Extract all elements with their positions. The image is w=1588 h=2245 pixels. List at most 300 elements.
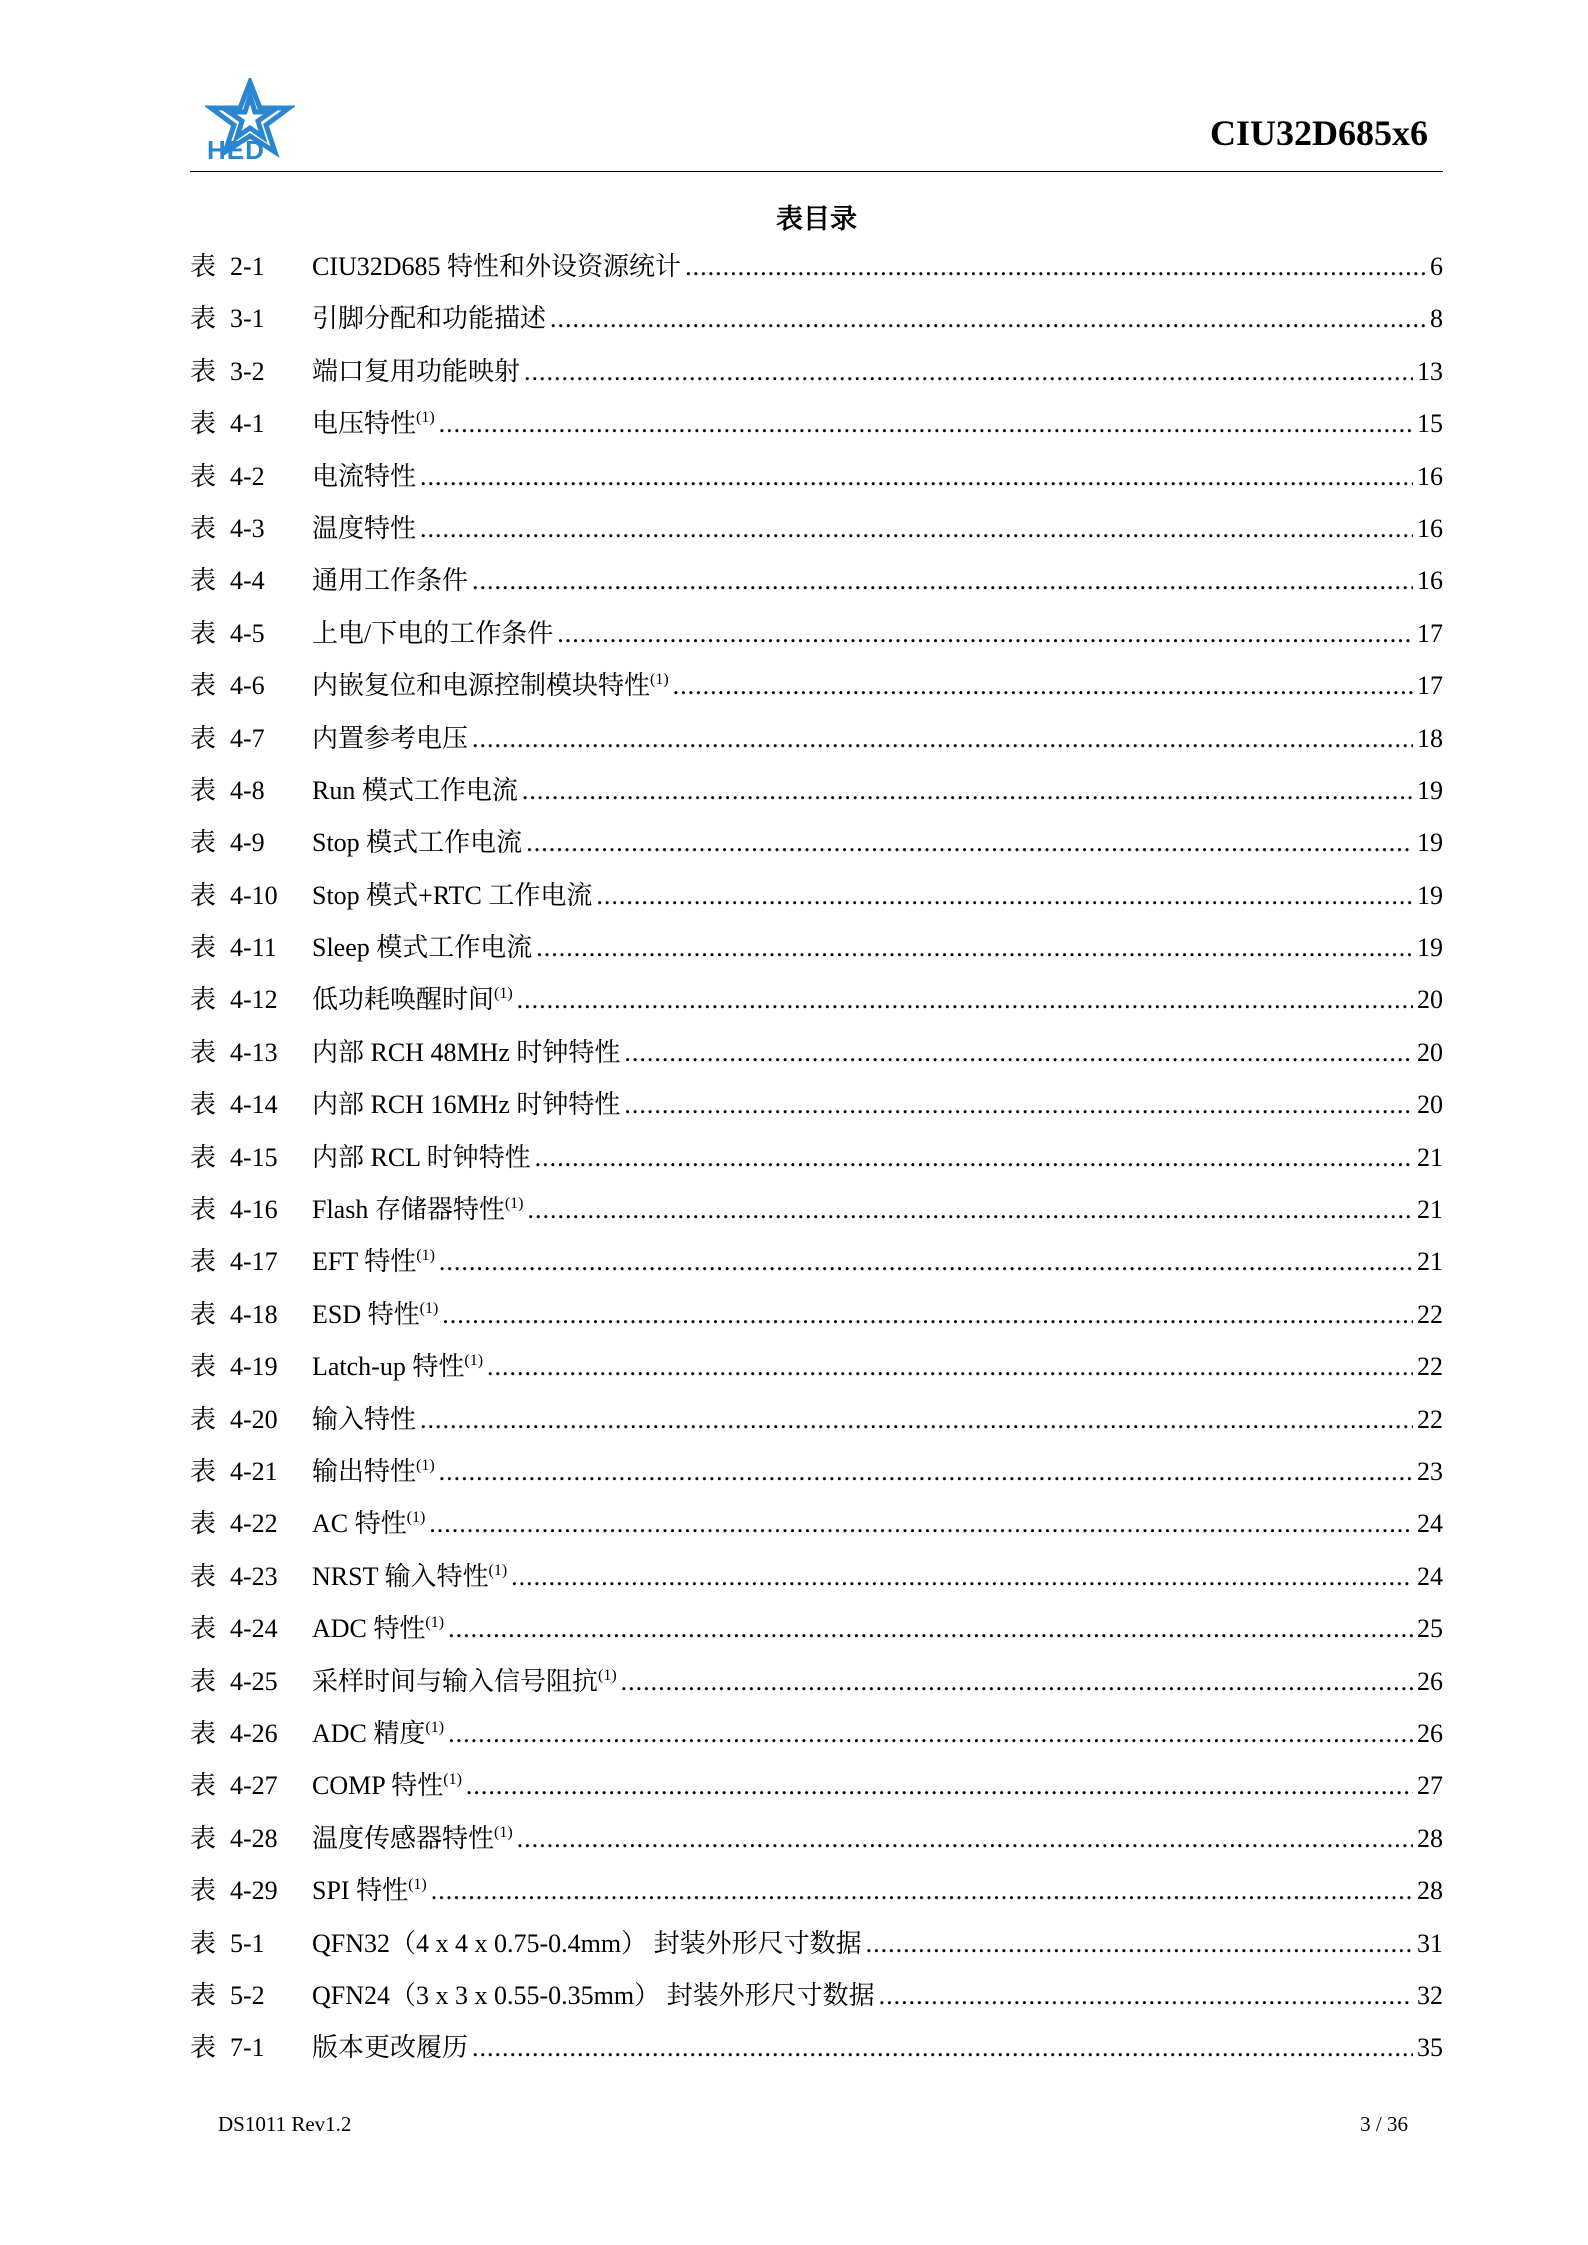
toc-entry[interactable]: [190, 1661, 1443, 1713]
toc-entry-label: [190, 1399, 312, 1436]
logo-text: HED: [207, 135, 265, 165]
toc-entry-title: [312, 403, 435, 440]
toc-entry-title: [312, 1661, 617, 1698]
toc-entry-label: [190, 1137, 312, 1174]
toc-entry-footnote-mark: (1): [419, 1299, 439, 1317]
toc-entry-title: [312, 1765, 462, 1802]
toc-entry-title: [312, 770, 518, 807]
toc-entry-title: [312, 1975, 875, 2012]
toc-entry-footnote-mark: (1): [598, 1666, 617, 1684]
toc-entry-page: 32: [1417, 1980, 1443, 2010]
toc-entry-prefix: 表: [190, 1928, 217, 1958]
toc-entry-title: [312, 1032, 620, 1069]
toc-entry-leader-dots: [524, 357, 1413, 387]
toc-entry-prefix: 表: [190, 566, 217, 596]
toc-entry-leader-dots: [536, 933, 1413, 963]
toc-entry-page: 35: [1417, 2033, 1443, 2063]
toc-entry-prefix: 表: [190, 304, 217, 334]
toc-entry-label: [190, 1713, 312, 1750]
toc-entry-label: [190, 1294, 312, 1331]
toc-entry-page: 22: [1417, 1299, 1443, 1329]
toc-entry-number: 4-4: [230, 566, 265, 596]
toc-entry-title-text: Run 模式工作电流: [312, 775, 518, 805]
toc-entry-prefix: 表: [190, 409, 217, 439]
toc-entry-footnote-mark: (1): [464, 1352, 484, 1370]
toc-entry-title: [312, 1713, 444, 1750]
toc-entry-title: [312, 1189, 524, 1226]
toc-entry-prefix: 表: [190, 880, 217, 910]
toc-entry-title-text: Sleep 模式工作电流: [312, 933, 533, 963]
toc-entry-title: [312, 875, 592, 912]
toc-entry[interactable]: [190, 1923, 1443, 1975]
toc-entry-title: [312, 508, 416, 545]
toc-entry-title-text: NRST 输入特性: [312, 1561, 489, 1591]
toc-entry-number: 4-18: [230, 1299, 278, 1329]
toc-entry-number: 5-1: [230, 1928, 265, 1958]
toc-entry-leader-dots: [879, 1981, 1413, 2011]
toc-entry-page: 26: [1417, 1718, 1443, 1748]
toc-entry-label: [190, 1975, 312, 2012]
toc-entry-leader-dots: [472, 566, 1413, 596]
toc-entry-prefix: 表: [190, 1404, 217, 1434]
toc-entry-prefix: 表: [190, 828, 217, 858]
toc-entry-prefix: 表: [190, 1195, 217, 1225]
toc-entry-title-text: 电压特性: [312, 409, 417, 439]
toc-entry-title: [312, 1923, 862, 1960]
toc-entry[interactable]: [190, 351, 1443, 403]
toc-entry-footnote-mark: (1): [408, 1876, 427, 1894]
toc-entry-page: 19: [1417, 880, 1443, 910]
toc-entry-title-text: 采样时间与输入信号阻抗: [312, 1666, 599, 1696]
toc-entry-title-text: 内嵌复位和电源控制模块特性: [312, 671, 651, 701]
toc-entry-leader-dots: [517, 1824, 1413, 1854]
toc-entry-page: 24: [1417, 1561, 1443, 1591]
footer-revision: DS1011 Rev1.2: [218, 2112, 352, 2136]
toc-entry-number: 5-2: [230, 1980, 265, 2010]
toc-entry-page: 19: [1417, 933, 1443, 963]
toc-entry[interactable]: [190, 1608, 1443, 1660]
toc-entry-prefix: 表: [190, 1718, 217, 1748]
toc-entry-number: 4-11: [230, 933, 277, 963]
toc-entry-label: [190, 770, 312, 807]
toc-entry-title-text: 温度传感器特性: [312, 1823, 495, 1853]
toc-entry-number: 4-9: [230, 828, 265, 858]
toc-entry-label: [190, 1032, 312, 1069]
toc-entry-leader-dots: [429, 1509, 1413, 1539]
toc-entry-prefix: 表: [190, 2033, 217, 2063]
toc-entry-title: [312, 456, 416, 493]
toc-entry-label: [190, 456, 312, 493]
toc-entry-title: [312, 822, 522, 859]
toc-entry-label: [190, 927, 312, 964]
toc-entry[interactable]: [190, 718, 1443, 770]
toc-entry-label: [190, 1503, 312, 1540]
toc-entry-prefix: 表: [190, 618, 217, 648]
toc-entry-prefix: 表: [190, 1614, 217, 1644]
toc-entry-title-text: 内置参考电压: [312, 723, 469, 753]
toc-entry-page: 21: [1417, 1247, 1443, 1277]
toc-entry-label: [190, 246, 312, 283]
toc-entry-title: [312, 246, 681, 283]
toc-entry-title-text: CIU32D685 特性和外设资源统计: [312, 252, 682, 281]
page-title: 表目录: [776, 204, 857, 235]
toc-entry-number: 4-19: [230, 1352, 278, 1382]
toc-entry-page: 6: [1430, 252, 1443, 281]
toc-entry-title-text: ADC 特性: [312, 1614, 426, 1644]
toc-entry-prefix: 表: [190, 1561, 217, 1591]
toc-entry-page: 17: [1417, 618, 1443, 648]
toc-entry-page: 31: [1417, 1928, 1443, 1958]
toc-entry-page: 19: [1417, 775, 1443, 805]
toc-entry-number: 4-7: [230, 723, 265, 753]
toc-entry-title-text: 内部 RCH 48MHz 时钟特性: [312, 1037, 621, 1067]
toc-entry-page: 21: [1417, 1195, 1443, 1225]
toc-entry[interactable]: [190, 1713, 1443, 1765]
toc-entry[interactable]: [190, 1975, 1443, 2027]
toc-entry-prefix: 表: [190, 1771, 217, 1801]
toc-entry-title: [312, 1608, 444, 1645]
toc-entry-leader-dots: [472, 724, 1413, 754]
toc-entry-page: 22: [1417, 1404, 1443, 1434]
toc-entry[interactable]: [190, 298, 1443, 350]
toc-entry-leader-dots: [420, 514, 1413, 544]
toc-entry-prefix: 表: [190, 1142, 217, 1172]
toc-entry[interactable]: [190, 822, 1443, 874]
toc-entry-footnote-mark: (1): [425, 1718, 445, 1736]
toc-entry-footnote-mark: (1): [425, 1614, 445, 1632]
toc-entry-prefix: 表: [190, 933, 217, 963]
toc-entry-label: [190, 2027, 312, 2064]
toc-entry-leader-dots: [621, 1667, 1413, 1697]
toc-entry-number: 4-17: [230, 1247, 278, 1277]
toc-entry-label: [190, 1923, 312, 1960]
toc-entry-footnote-mark: (1): [443, 1771, 462, 1789]
toc-entry-leader-dots: [472, 2033, 1413, 2063]
toc-entry-page: 16: [1417, 461, 1443, 491]
toc-entry-prefix: 表: [190, 985, 217, 1015]
toc-entry-label: [190, 1818, 312, 1855]
table-of-contents: [190, 246, 1443, 2080]
toc-entry-title-text: 通用工作条件: [312, 566, 469, 596]
toc-entry-page: 18: [1417, 723, 1443, 753]
toc-entry-prefix: 表: [190, 1247, 217, 1277]
toc-entry-title: [312, 560, 468, 597]
toc-entry-label: [190, 1451, 312, 1488]
toc-entry-label: [190, 1189, 312, 1226]
toc-entry-leader-dots: [596, 881, 1413, 911]
toc-entry[interactable]: [190, 456, 1443, 508]
toc-entry-number: 4-10: [230, 880, 278, 910]
toc-entry-number: 4-15: [230, 1142, 278, 1172]
toc-entry-prefix: 表: [190, 723, 217, 753]
toc-entry-number: 4-22: [230, 1509, 278, 1539]
toc-entry[interactable]: [190, 1818, 1443, 1870]
toc-entry[interactable]: [190, 1870, 1443, 1922]
toc-entry-number: 4-16: [230, 1195, 278, 1225]
toc-entry-label: [190, 298, 312, 335]
toc-entry-number: 4-5: [230, 618, 265, 648]
toc-entry-leader-dots: [535, 1143, 1413, 1173]
toc-entry-number: 3-1: [230, 304, 265, 334]
toc-entry-page: 24: [1417, 1509, 1443, 1539]
toc-entry-title-text: 引脚分配和功能描述: [312, 304, 547, 334]
toc-entry-footnote-mark: (1): [416, 409, 435, 427]
toc-entry-title: [312, 979, 513, 1016]
toc-entry-title-text: 上电/下电的工作条件: [312, 618, 554, 648]
toc-entry[interactable]: [190, 1189, 1443, 1241]
toc-entry[interactable]: [190, 665, 1443, 717]
toc-entry-prefix: 表: [190, 1352, 217, 1382]
toc-entry-page: 28: [1417, 1823, 1443, 1853]
toc-entry-label: [190, 1870, 312, 1907]
toc-entry[interactable]: [190, 1032, 1443, 1084]
toc-entry-title: [312, 613, 553, 650]
toc-entry-footnote-mark: (1): [406, 1509, 426, 1527]
toc-entry-title: [312, 665, 669, 702]
toc-entry-title-text: ESD 特性: [312, 1299, 420, 1329]
toc-entry-number: 4-21: [230, 1456, 278, 1486]
toc-entry-title: [312, 1137, 531, 1174]
toc-entry-leader-dots: [448, 1614, 1413, 1644]
toc-entry-title: [312, 927, 532, 964]
toc-entry-label: [190, 1241, 312, 1278]
toc-entry-title-text: Stop 模式+RTC 工作电流: [312, 880, 593, 910]
toc-entry-page: 23: [1417, 1456, 1443, 1486]
toc-entry-number: 4-24: [230, 1614, 278, 1644]
toc-entry-title-text: EFT 特性: [312, 1247, 417, 1277]
toc-entry-leader-dots: [439, 1457, 1413, 1487]
toc-entry-label: [190, 1556, 312, 1593]
toc-entry-leader-dots: [528, 1195, 1414, 1225]
toc-entry-prefix: 表: [190, 671, 217, 701]
toc-entry-prefix: 表: [190, 1037, 217, 1067]
toc-entry-leader-dots: [526, 828, 1413, 858]
toc-entry-number: 4-29: [230, 1876, 278, 1906]
toc-entry-leader-dots: [420, 462, 1413, 492]
toc-entry-prefix: 表: [190, 1823, 217, 1853]
toc-entry-prefix: 表: [190, 1456, 217, 1486]
toc-entry-page: 17: [1417, 671, 1443, 701]
toc-entry-leader-dots: [439, 409, 1413, 439]
toc-entry-leader-dots: [466, 1771, 1413, 1801]
toc-entry-footnote-mark: (1): [504, 1195, 524, 1213]
toc-entry-title: [312, 1084, 620, 1121]
toc-entry-number: 3-2: [230, 356, 265, 386]
toc-entry-title: [312, 1399, 416, 1436]
toc-entry-number: 4-3: [230, 513, 265, 543]
toc-entry-footnote-mark: (1): [488, 1561, 508, 1579]
toc-entry-prefix: 表: [190, 513, 217, 543]
toc-entry[interactable]: [190, 246, 1443, 298]
toc-entry-leader-dots: [557, 619, 1413, 649]
toc-entry-page: 19: [1417, 828, 1443, 858]
toc-entry-prefix: 表: [190, 1509, 217, 1539]
document-id: CIU32D685x6: [1209, 113, 1428, 153]
toc-entry-label: [190, 1765, 312, 1802]
toc-entry-footnote-mark: (1): [416, 1247, 435, 1265]
toc-entry-title-text: Flash 存储器特性: [312, 1195, 505, 1225]
toc-entry[interactable]: [190, 1765, 1443, 1817]
toc-entry-title-text: 温度特性: [312, 513, 417, 543]
toc-entry-leader-dots: [442, 1300, 1413, 1330]
toc-entry-leader-dots: [624, 1038, 1413, 1068]
toc-entry-page: 22: [1417, 1352, 1443, 1382]
toc-entry-prefix: 表: [190, 775, 217, 805]
toc-entry-prefix: 表: [190, 1666, 217, 1696]
toc-entry-label: [190, 351, 312, 388]
toc-entry-title: [312, 1346, 483, 1383]
toc-entry-leader-dots: [420, 1405, 1413, 1435]
toc-entry[interactable]: [190, 1241, 1443, 1293]
toc-entry[interactable]: [190, 2027, 1443, 2079]
toc-entry-title: [312, 718, 468, 755]
toc-entry-label: [190, 1346, 312, 1383]
toc-entry[interactable]: [190, 613, 1443, 665]
toc-entry-title-text: 输出特性: [312, 1456, 417, 1486]
toc-entry-title: [312, 1556, 507, 1593]
toc-entry-title-text: 版本更改履历: [312, 2033, 469, 2063]
toc-entry-page: 25: [1417, 1614, 1443, 1644]
toc-entry-label: [190, 1661, 312, 1698]
toc-entry[interactable]: [190, 1137, 1443, 1189]
toc-entry-prefix: 表: [190, 1090, 217, 1120]
toc-entry-title-text: ADC 精度: [312, 1718, 426, 1748]
toc-entry-label: [190, 1084, 312, 1121]
toc-entry-number: 4-13: [230, 1037, 278, 1067]
toc-entry-number: 4-20: [230, 1404, 278, 1434]
toc-entry-label: [190, 822, 312, 859]
toc-entry-label: [190, 875, 312, 912]
toc-entry[interactable]: [190, 979, 1443, 1031]
toc-entry-title: [312, 1870, 427, 1907]
toc-entry-title-text: 内部 RCH 16MHz 时钟特性: [312, 1090, 621, 1120]
toc-entry[interactable]: [190, 1084, 1443, 1136]
toc-entry-page: 20: [1417, 1090, 1443, 1120]
toc-entry-number: 4-23: [230, 1561, 278, 1591]
toc-entry[interactable]: [190, 1399, 1443, 1451]
toc-entry-number: 4-1: [230, 409, 265, 439]
toc-entry-number: 4-6: [230, 671, 265, 701]
toc-entry[interactable]: [190, 1556, 1443, 1608]
toc-entry-title-text: Stop 模式工作电流: [312, 828, 523, 858]
footer-page-number: 3 / 36: [1360, 2112, 1408, 2136]
toc-entry[interactable]: [190, 1503, 1443, 1555]
toc-entry[interactable]: [190, 770, 1443, 822]
toc-entry-number: 4-8: [230, 775, 265, 805]
toc-entry-number: 4-27: [230, 1771, 278, 1801]
toc-entry-title-text: 电流特性: [312, 461, 417, 491]
toc-entry[interactable]: [190, 1294, 1443, 1346]
toc-entry[interactable]: [190, 875, 1443, 927]
toc-entry-leader-dots: [511, 1562, 1413, 1592]
toc-entry-page: 16: [1417, 566, 1443, 596]
toc-entry-title-text: QFN24（3 x 3 x 0.55-0.35mm） 封装外形尺寸数据: [312, 1980, 875, 2010]
toc-entry-title: [312, 1241, 435, 1278]
toc-entry-title: [312, 298, 546, 335]
toc-entry-page: 28: [1417, 1876, 1443, 1906]
toc-entry-footnote-mark: (1): [650, 671, 669, 689]
toc-entry-leader-dots: [685, 252, 1426, 282]
toc-entry-leader-dots: [522, 776, 1413, 806]
toc-entry-prefix: 表: [190, 356, 217, 386]
toc-entry-title: [312, 1294, 438, 1331]
toc-entry[interactable]: [190, 1346, 1443, 1398]
toc-entry-title-text: 内部 RCL 时钟特性: [312, 1142, 531, 1172]
toc-entry-page: 16: [1417, 513, 1443, 543]
toc-entry-leader-dots: [431, 1876, 1413, 1906]
toc-entry-number: 7-1: [230, 2033, 265, 2063]
toc-entry-number: 4-12: [230, 985, 278, 1015]
toc-entry-page: 8: [1430, 304, 1443, 334]
toc-entry-leader-dots: [517, 985, 1413, 1015]
toc-entry-title-text: COMP 特性: [312, 1771, 444, 1801]
toc-entry-label: [190, 718, 312, 755]
toc-entry-label: [190, 508, 312, 545]
toc-entry[interactable]: [190, 927, 1443, 979]
toc-entry-number: 4-14: [230, 1090, 278, 1120]
toc-entry-footnote-mark: (1): [494, 985, 513, 1003]
toc-entry-leader-dots: [624, 1090, 1413, 1120]
toc-entry-page: 20: [1417, 985, 1443, 1015]
toc-entry-page: 20: [1417, 1037, 1443, 1067]
toc-entry-label: [190, 979, 312, 1016]
toc-entry-page: 26: [1417, 1666, 1443, 1696]
toc-entry-label: [190, 560, 312, 597]
toc-entry-title: [312, 2027, 468, 2064]
header-divider: [190, 171, 1443, 172]
toc-entry-leader-dots: [439, 1247, 1413, 1277]
toc-entry-prefix: 表: [190, 1876, 217, 1906]
toc-entry-number: 4-28: [230, 1823, 278, 1853]
toc-entry-label: [190, 665, 312, 702]
toc-entry-footnote-mark: (1): [494, 1823, 513, 1841]
toc-entry[interactable]: [190, 403, 1443, 455]
toc-entry-prefix: 表: [190, 252, 217, 281]
toc-entry-title-text: QFN32（4 x 4 x 0.75-0.4mm） 封装外形尺寸数据: [312, 1928, 862, 1958]
toc-entry-title: [312, 1503, 425, 1540]
toc-entry-prefix: 表: [190, 1299, 217, 1329]
toc-entry-prefix: 表: [190, 461, 217, 491]
toc-entry-label: [190, 403, 312, 440]
toc-entry-number: 4-2: [230, 461, 265, 491]
toc-entry-title: [312, 1451, 435, 1488]
toc-entry-page: 27: [1417, 1771, 1443, 1801]
toc-entry-label: [190, 1608, 312, 1645]
toc-entry-title-text: 低功耗唤醒时间: [312, 985, 495, 1015]
toc-entry-leader-dots: [487, 1352, 1413, 1382]
toc-entry-leader-dots: [866, 1929, 1413, 1959]
toc-entry[interactable]: [190, 508, 1443, 560]
toc-entry-page: 21: [1417, 1142, 1443, 1172]
toc-entry-title-text: 输入特性: [312, 1404, 417, 1434]
toc-entry-leader-dots: [673, 671, 1413, 701]
toc-entry[interactable]: [190, 1451, 1443, 1503]
toc-entry-number: 4-25: [230, 1666, 278, 1696]
toc-entry-leader-dots: [550, 304, 1426, 334]
toc-entry-leader-dots: [448, 1719, 1413, 1749]
toc-entry-number: 4-26: [230, 1718, 278, 1748]
toc-entry-footnote-mark: (1): [416, 1456, 435, 1474]
toc-entry-title-text: Latch-up 特性: [312, 1352, 465, 1382]
toc-entry-label: [190, 613, 312, 650]
toc-entry-title: [312, 1818, 513, 1855]
toc-entry-title: [312, 351, 520, 388]
toc-entry[interactable]: [190, 560, 1443, 612]
toc-entry-title-text: 端口复用功能映射: [312, 356, 521, 386]
toc-entry-page: 15: [1417, 409, 1443, 439]
toc-entry-page: 13: [1417, 356, 1443, 386]
toc-entry-number: 2-1: [230, 252, 265, 281]
